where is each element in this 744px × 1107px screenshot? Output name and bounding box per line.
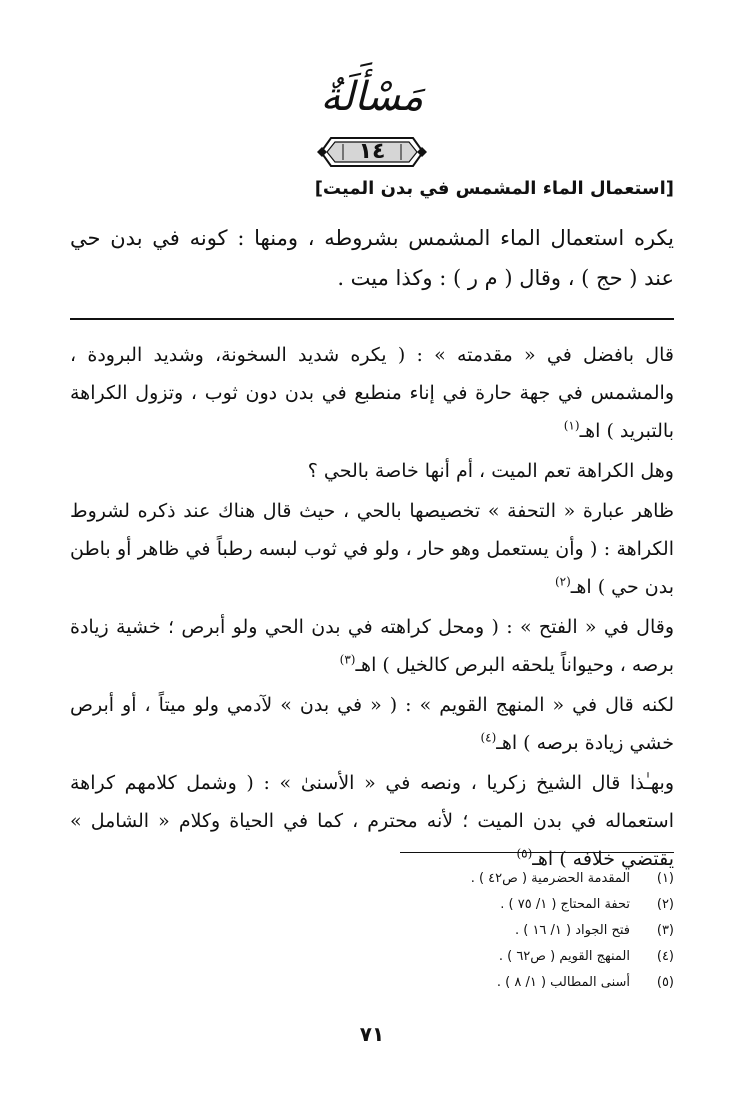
footnote-item: (١) المقدمة الحضرمية ( ص٤٢ ) . [470, 871, 674, 886]
footnote-divider [400, 852, 674, 853]
commentary-paragraph: لكنه قال في « المنهج القويم » : ( « في بدن » لآدمي ولو ميتاً ، أو أبرص خشي زيادة برصه ) اهـ$^{(٤)}$ [70, 694, 674, 754]
commentary-paragraph: وهل الكراهة تعم الميت ، أم أنها خاصة بالحي ؟ [307, 460, 674, 482]
footnote-item: (٥) أسنى المطالب ( ١/ ٨ ) . [496, 975, 674, 990]
footnote-item: (٣) فتح الجواد ( ١/ ١٦ ) . [514, 923, 674, 938]
commentary-paragraph: قال بافضل في « مقدمته » : ( يكره شديد السخونة، وشديد البرودة ، والمشمس في جهة حارة في إناء منطبع في بدن دون ثوب ، وتزول الكراهة بالتبريد ) اهـ$^{(١)}$ [70, 344, 674, 442]
page-number: ٧١ [359, 1022, 385, 1046]
footnotes [260, 866, 674, 996]
commentary-paragraph: وبهـٰذا قال الشيخ زكريا ، ونصه في « الأسنىٰ » : ( وشمل كلامهم كراهة استعماله في بدن الميت ؛ لأنه محترم ، كما في الحياة وكلام « الشامل » يقتضي خلافه ) اهـ$^{(٥)}$ [70, 772, 674, 870]
main-text: يكره استعمال الماء المشمس بشروطه ، ومنها : كونه في بدن حي عند ( حج ) ، وقال ( م ر ) : وكذا ميت . [70, 226, 674, 290]
commentary-paragraph: وقال في « الفتح » : ( ومحل كراهته في بدن الحي ولو أبرص ؛ خشية زيادة برصه ، وحيواناً يلحقه البرص كالخيل ) اهـ$^{(٣)}$ [70, 616, 674, 676]
masala-calligraphy-title: مَسْأَلَةٌ [320, 74, 424, 120]
commentary [70, 336, 674, 880]
footnote-ref: (٢) [554, 574, 571, 589]
footnote-ref: (٤) [480, 730, 497, 745]
issue-heading: [استعمال الماء المشمس في بدن الميت] [314, 178, 674, 199]
main-divider [70, 318, 674, 320]
footnote-ref: (٥) [516, 846, 533, 861]
footnote-item: (٤) المنهج القويم ( ص٦٢ ) . [498, 949, 674, 964]
issue-number-frame [317, 134, 427, 170]
footnote-item: (٢) تحفة المحتاج ( ١/ ٧٥ ) . [500, 897, 674, 912]
footnote-ref: (٣) [339, 652, 356, 667]
commentary-paragraph: ظاهر عبارة « التحفة » تخصيصها بالحي ، حيث قال هناك عند ذكره لشروط الكراهة : ( وأن يستعمل وهو حار ، ولو في ثوب لبسه رطباً في ظاهر أو باطن بدن حي ) اهـ$^{(٢)}$ [70, 500, 674, 598]
issue-number: ١٤ [358, 139, 386, 164]
footnote-ref: (١) [563, 418, 580, 433]
